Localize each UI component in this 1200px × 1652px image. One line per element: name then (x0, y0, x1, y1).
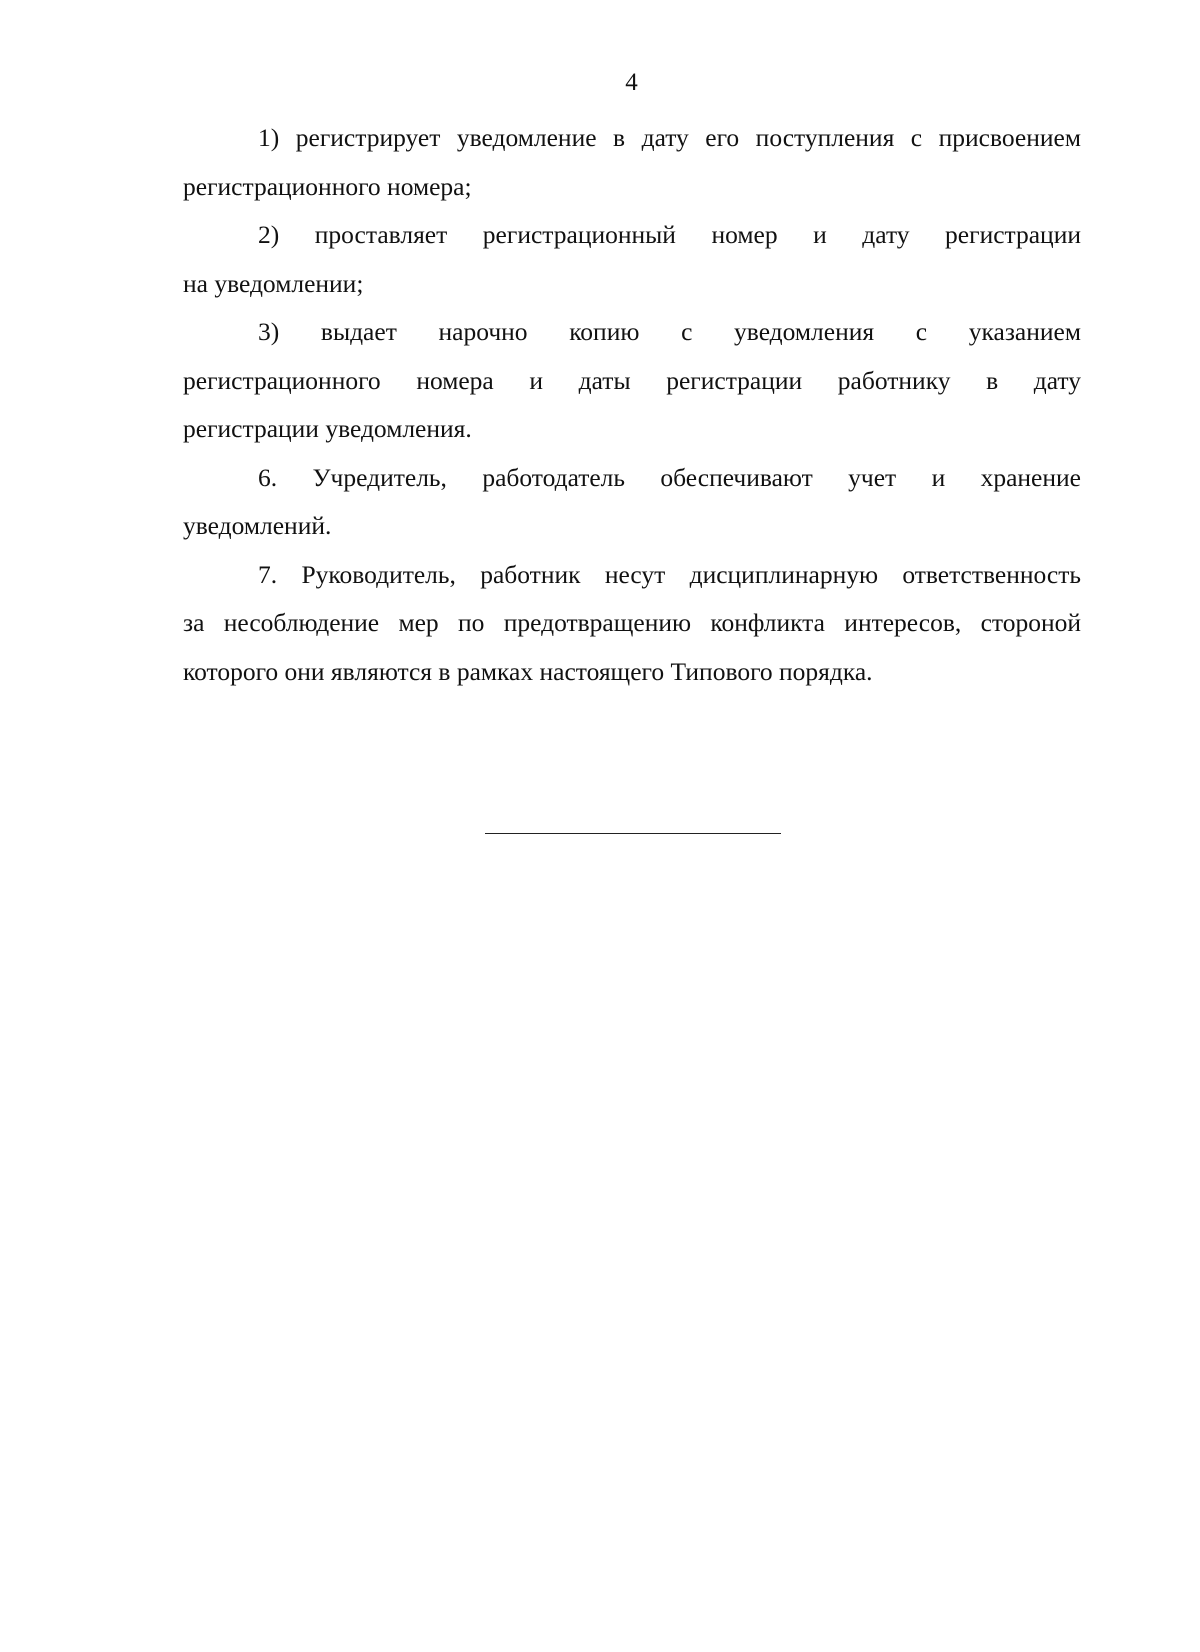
paragraph-6 (183, 454, 1081, 551)
paragraph-item-3-line-1: 3) выдает нарочно копию с уведомления с указанием (258, 317, 1081, 346)
document-body (183, 114, 1081, 696)
paragraph-6-line-2: уведомлений. (183, 511, 332, 540)
paragraph-item-3-line-2: регистрационного номера и даты регистрации работнику в дату (183, 365, 1081, 395)
paragraph-7 (183, 551, 1081, 697)
paragraph-7-line-1: 7. Руководитель, работник несут дисциплинарную ответственность (258, 559, 1081, 589)
paragraph-item-3-line-3: регистрации уведомления. (183, 414, 472, 443)
paragraph-7-line-2: за несоблюдение мер по предотвращению конфликта интересов, стороной (183, 608, 1081, 637)
page-number: 4 (625, 69, 638, 96)
paragraph-item-2-line-2: на уведомлении; (183, 268, 364, 298)
paragraph-item-1-line-2: регистрационного номера; (183, 171, 472, 201)
paragraph-item-2-line-1: 2) проставляет регистрационный номер и дату регистрации (258, 220, 1081, 249)
paragraph-item-1-line-1: 1) регистрирует уведомление в дату его поступления с присвоением (258, 123, 1081, 152)
end-separator-line (485, 833, 781, 834)
paragraph-item-3 (183, 308, 1081, 454)
paragraph-6-line-1: 6. Учредитель, работодатель обеспечивают учет и хранение (258, 462, 1081, 492)
paragraph-item-2 (183, 211, 1081, 308)
paragraph-7-line-3: которого они являются в рамках настоящего Типового порядка. (183, 656, 873, 686)
paragraph-item-1 (183, 114, 1081, 211)
